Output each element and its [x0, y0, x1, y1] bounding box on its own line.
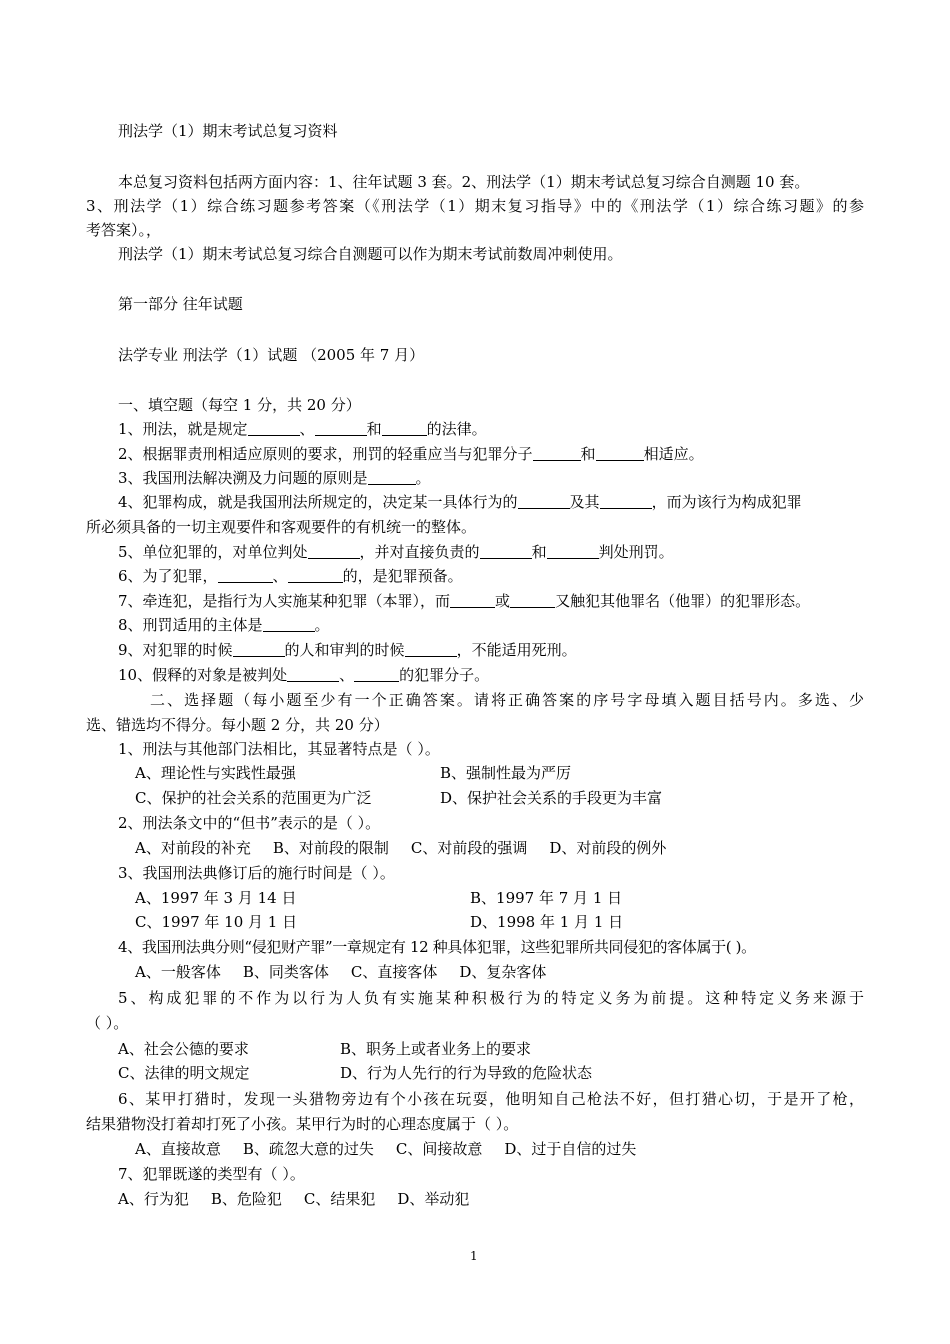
- choice-option: A、一般客体: [135, 963, 221, 981]
- choice-question-7: 7、犯罪既遂的类型有（ ）。: [118, 1165, 305, 1183]
- choice-option: C、对前段的强调: [410, 839, 528, 857]
- choice-option: B、强制性最为严厉: [440, 764, 572, 782]
- section2-heading: 二、选择题（每小题至少有一个正确答案。请将正确答案的序号字母填入题目括号内。多选、少: [150, 691, 864, 709]
- fill-question-5: 5、单位犯罪的，对单位判处 ，并对直接负责的 和 判处刑罚。: [118, 543, 674, 561]
- fill-question-10: 10、假释的对象是被判处 、 的犯罪分子。: [118, 666, 490, 684]
- choice-option: C、间接故意: [395, 1140, 483, 1158]
- choice-question-1: 1、刑法与其他部门法相比，其显著特点是（ ）。: [118, 740, 440, 758]
- choice-option: D、对前段的例外: [549, 839, 667, 857]
- answer-blank: [510, 593, 555, 608]
- choice-question-6-cont: 结果猎物没打着却打死了小孩。某甲行为时的心理态度属于（ ）。: [86, 1115, 519, 1133]
- choice-option: A、理论性与实践性最强: [135, 764, 296, 782]
- choice-option: D、行为人先行的行为导致的危险状态: [340, 1064, 593, 1082]
- answer-blank: [405, 642, 457, 657]
- choice-option: D、复杂客体: [459, 963, 547, 981]
- choice-option: B、1997 年 7 月 1 日: [470, 889, 623, 907]
- choice-option: C、结果犯: [303, 1190, 376, 1208]
- fill-question-3: 3、我国刑法解决溯及力问题的原则是 。: [118, 469, 431, 487]
- fill-question-4: 4、犯罪构成，就是我国刑法所规定的，决定某一具体行为的 及其 ，而为该行为构成犯罪: [118, 493, 802, 511]
- fill-question-8: 8、刑罚适用的主体是 。: [118, 616, 330, 634]
- answer-blank: [600, 494, 652, 509]
- choice-option: A、直接故意: [135, 1140, 221, 1158]
- fill-question-4-cont: 所必须具备的一切主观要件和客观要件的有机统一的整体。: [86, 518, 477, 536]
- choice-option: B、对前段的限制: [272, 839, 389, 857]
- choice-option: D、举动犯: [397, 1190, 470, 1208]
- answer-blank: [233, 642, 285, 657]
- choice-option: D、保护社会关系的手段更为丰富: [440, 789, 663, 807]
- choice-question-6: 6、某甲打猎时，发现一头猎物旁边有个小孩在玩耍，他明知自己枪法不好，但打猎心切，于是开了枪，: [118, 1090, 864, 1108]
- choice-options-row: [135, 1140, 658, 1158]
- choice-question-3: 3、我国刑法典修订后的施行时间是（ ）。: [118, 864, 395, 882]
- answer-blank: [596, 446, 644, 461]
- choice-options-row: [135, 839, 688, 857]
- choice-option: B、同类客体: [242, 963, 329, 981]
- choice-option: D、过于自信的过失: [504, 1140, 637, 1158]
- choice-question-5-cont: （ ）。: [86, 1014, 129, 1032]
- choice-option: A、1997 年 3 月 14 日: [135, 889, 297, 907]
- document-title: 刑法学（1）期末考试总复习资料: [118, 122, 338, 140]
- choice-option: B、职务上或者业务上的要求: [340, 1040, 532, 1058]
- section2-heading-cont: 选、错选均不得分。每小题 2 分，共 20 分）: [86, 716, 389, 734]
- answer-blank: [480, 544, 532, 559]
- choice-option: C、直接客体: [350, 963, 438, 981]
- choice-option: B、危险犯: [210, 1190, 282, 1208]
- choice-option: A、对前段的补充: [135, 839, 251, 857]
- exam-title: 法学专业 刑法学（1）试题 （2005 年 7 月）: [118, 346, 425, 364]
- intro-line-4: 刑法学（1）期末考试总复习综合自测题可以作为期末考试前数周冲刺使用。: [118, 245, 623, 263]
- answer-blank: [248, 421, 300, 436]
- section1-heading: 一、填空题（每空 1 分，共 20 分）: [118, 396, 361, 414]
- answer-blank: [315, 421, 367, 436]
- choice-question-2: 2、刑法条文中的“但书”表示的是（ ）。: [118, 814, 381, 832]
- fill-question-7: 7、牵连犯，是指行为人实施某种犯罪（本罪），而 或 又触犯其他罪名（他罪）的犯罪形态。: [118, 592, 811, 610]
- intro-line-1: 本总复习资料包括两方面内容：1、往年试题 3 套。2、刑法学（1）期末考试总复习综合自测题 10 套。: [118, 173, 810, 191]
- answer-blank: [518, 494, 570, 509]
- choice-option: A、行为犯: [118, 1190, 189, 1208]
- fill-question-9: 9、对犯罪的时候 的人和审判的时候 ，不能适用死刑。: [118, 641, 577, 659]
- answer-blank: [354, 667, 399, 682]
- page-number: 1: [470, 1249, 478, 1263]
- choice-option: C、法律的明文规定: [118, 1064, 250, 1082]
- part-heading: 第一部分 往年试题: [118, 295, 243, 313]
- choice-option: B、疏忽大意的过失: [242, 1140, 374, 1158]
- choice-option: D、1998 年 1 月 1 日: [470, 913, 624, 931]
- fill-question-2: 2、根据罪责刑相适应原则的要求，刑罚的轻重应当与犯罪分子 和 相适应。: [118, 445, 704, 463]
- answer-blank: [218, 568, 273, 583]
- answer-blank: [368, 470, 416, 485]
- answer-blank: [533, 446, 581, 461]
- choice-option: C、保护的社会关系的范围更为广泛: [135, 789, 372, 807]
- fill-question-6: 6、为了犯罪， 、 的，是犯罪预备。: [118, 567, 463, 585]
- choice-options-row: [118, 1190, 491, 1208]
- intro-line-3: 考答案）。，: [86, 221, 162, 239]
- choice-option: C、1997 年 10 月 1 日: [135, 913, 298, 931]
- answer-blank: [263, 617, 315, 632]
- answer-blank: [287, 667, 339, 682]
- answer-blank: [288, 568, 343, 583]
- fill-question-1: 1、刑法，就是规定 、 和 的法律。: [118, 420, 487, 438]
- answer-blank: [547, 544, 599, 559]
- answer-blank: [450, 593, 495, 608]
- choice-question-4: 4、我国刑法典分则“侵犯财产罪”一章规定有 12 种具体犯罪，这些犯罪所共同侵犯的客体属于( )。: [118, 938, 756, 956]
- answer-blank: [308, 544, 360, 559]
- answer-blank: [382, 421, 427, 436]
- choice-question-5: 5、构成犯罪的不作为以行为人负有实施某种积极行为的特定义务为前提。这种特定义务来源于: [118, 989, 864, 1007]
- intro-line-2: 3、刑法学（1）综合练习题参考答案（《刑法学（1）期末复习指导》中的《刑法学（1）综合练习题》的参: [86, 197, 864, 215]
- choice-option: A、社会公德的要求: [118, 1040, 249, 1058]
- choice-options-row: [135, 963, 568, 981]
